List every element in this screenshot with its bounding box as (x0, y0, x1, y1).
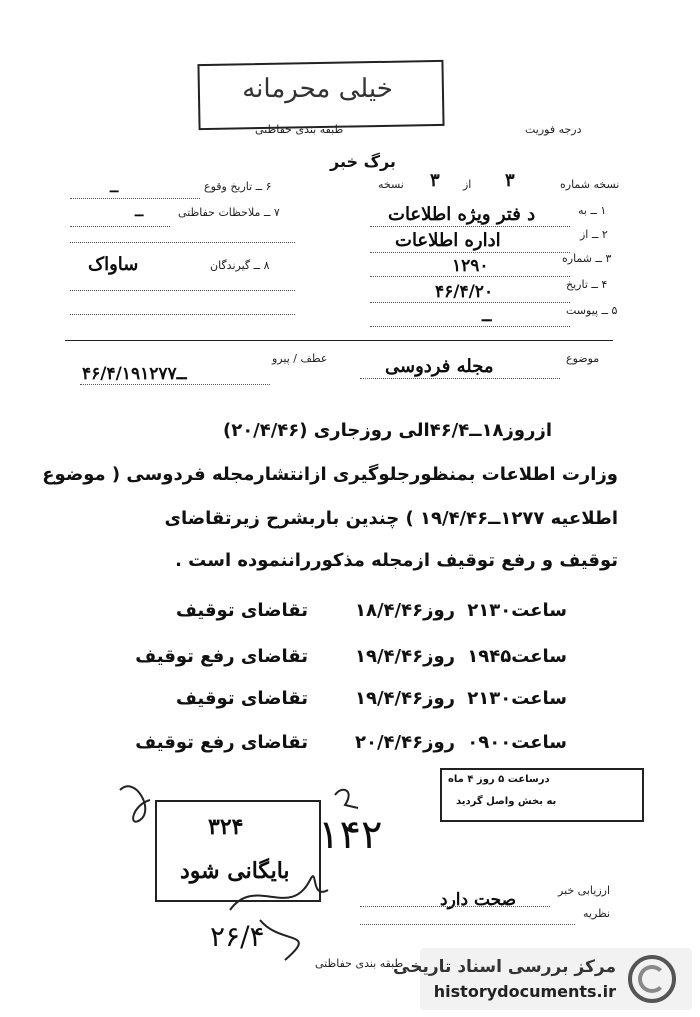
archive-stamp-number: ۳۲۴ (208, 814, 244, 840)
field-from-value: اداره اطلاعات (395, 230, 501, 251)
classification-stamp-text: خیلی محرمانه (242, 74, 393, 104)
schedule-day: روز۲۰/۴/۴۶ (354, 732, 455, 753)
field-date-label: ۴ ــ تاریخ (566, 278, 608, 291)
body-line-4: توقیف و رفع توقیف ازمجله مذکورراننموده است . (175, 550, 618, 571)
field-attachment-value: ــ (482, 306, 492, 325)
field-to-label: ۱ ــ به (578, 204, 607, 217)
schedule-time: ساعت۰۹۰۰ (467, 732, 567, 753)
body-line-2: وزارت اطلاعات بمنظورجلوگیری ازانتشارمجله فردوسی ( موضوع (42, 464, 618, 485)
field-recipients-value: ساواک (88, 254, 139, 275)
schedule-day: روز۱۹/۴/۴۶ (354, 646, 455, 667)
copy-total-value: ۳ (430, 170, 440, 191)
field-number-value: ۱۲۹۰ (452, 256, 489, 276)
field-occurrence-date-label: ۶ ــ تاریخ وقوع (204, 180, 272, 193)
field-occurrence-date-value: ــ (110, 180, 119, 196)
receipt-stamp-line2: به بخش واصل گردید (456, 796, 557, 807)
schedule-time: ساعت۲۱۳۰ (467, 600, 567, 621)
field-number-label: ۳ ــ شماره (562, 252, 612, 265)
form-title: برگ خبر (330, 152, 396, 171)
schedule-action: تقاضای رفع توقیف (135, 646, 308, 667)
schedule-day: روز۱۹/۴/۴۶ (354, 688, 455, 709)
reference-value: ۴۶/۴/۱۹ــ۱۲۷۷ (82, 364, 187, 384)
copy-of-label: از (463, 178, 472, 191)
classification-label-bottom: طبقه بندی حفاظتی (315, 957, 404, 970)
field-attachment-label: ۵ ــ پیوست (566, 304, 618, 317)
body-line-1: ازروز۱۸ــ۴۶/۴الی روزجاری (۲۰/۴/۴۶) (222, 420, 552, 441)
reference-label: عطف / پیرو (272, 352, 328, 365)
handwritten-date: ۲۶/۴ (210, 920, 265, 953)
priority-label: درجه فوریت (525, 123, 582, 136)
subject-value: مجله فردوسی (385, 356, 494, 377)
evaluation-value: صحت دارد (440, 890, 517, 910)
handwritten-numbers: ۱۴۲ (318, 812, 383, 858)
copy-number-value: ۳ (505, 170, 515, 191)
watermark-title: مرکز بررسی اسناد تاریخی (393, 957, 616, 977)
field-from-label: ۲ ــ از (580, 228, 608, 241)
field-to-value: د فتر ویژه اطلاعات (388, 204, 536, 225)
archive-stamp-text: بایگانی شود (180, 858, 290, 884)
copies-label: نسخه (378, 178, 404, 191)
classification-label-top: طبقه بندی حفاظتی (255, 123, 344, 136)
field-security-notes-value: ــ (135, 204, 144, 220)
field-recipients-label: ۸ ــ گیرندگان (210, 259, 270, 272)
copy-number-label: نسخه شماره (560, 178, 620, 191)
schedule-action: تقاضای رفع توقیف (135, 732, 308, 753)
watermark-url: historydocuments.ir (433, 982, 616, 1001)
body-line-3: اطلاعیه ۱۲۷۷ــ۱۹/۴/۴۶ ) چندین باربشرح زیرتقاضای (164, 508, 618, 529)
opinion-label: نظریه (583, 907, 611, 920)
schedule-action: تقاضای توقیف (175, 600, 308, 621)
evaluation-label: ارزیابی خبر (558, 884, 611, 897)
subject-label: موضوع (566, 352, 600, 365)
field-date-value: ۴۶/۴/۲۰ (435, 282, 494, 302)
field-security-notes-label: ۷ ــ ملاحظات حفاظتی (178, 206, 280, 219)
schedule-time: ساعت۱۹۴۵ (467, 646, 567, 667)
archive-logo-icon (628, 955, 676, 1003)
schedule-action: تقاضای توقیف (175, 688, 308, 709)
receipt-stamp-line1: درساعت ۵ روز ۴ ماه (448, 774, 550, 785)
schedule-time: ساعت۲۱۳۰ (467, 688, 567, 709)
schedule-day: روز۱۸/۴/۴۶ (354, 600, 455, 621)
